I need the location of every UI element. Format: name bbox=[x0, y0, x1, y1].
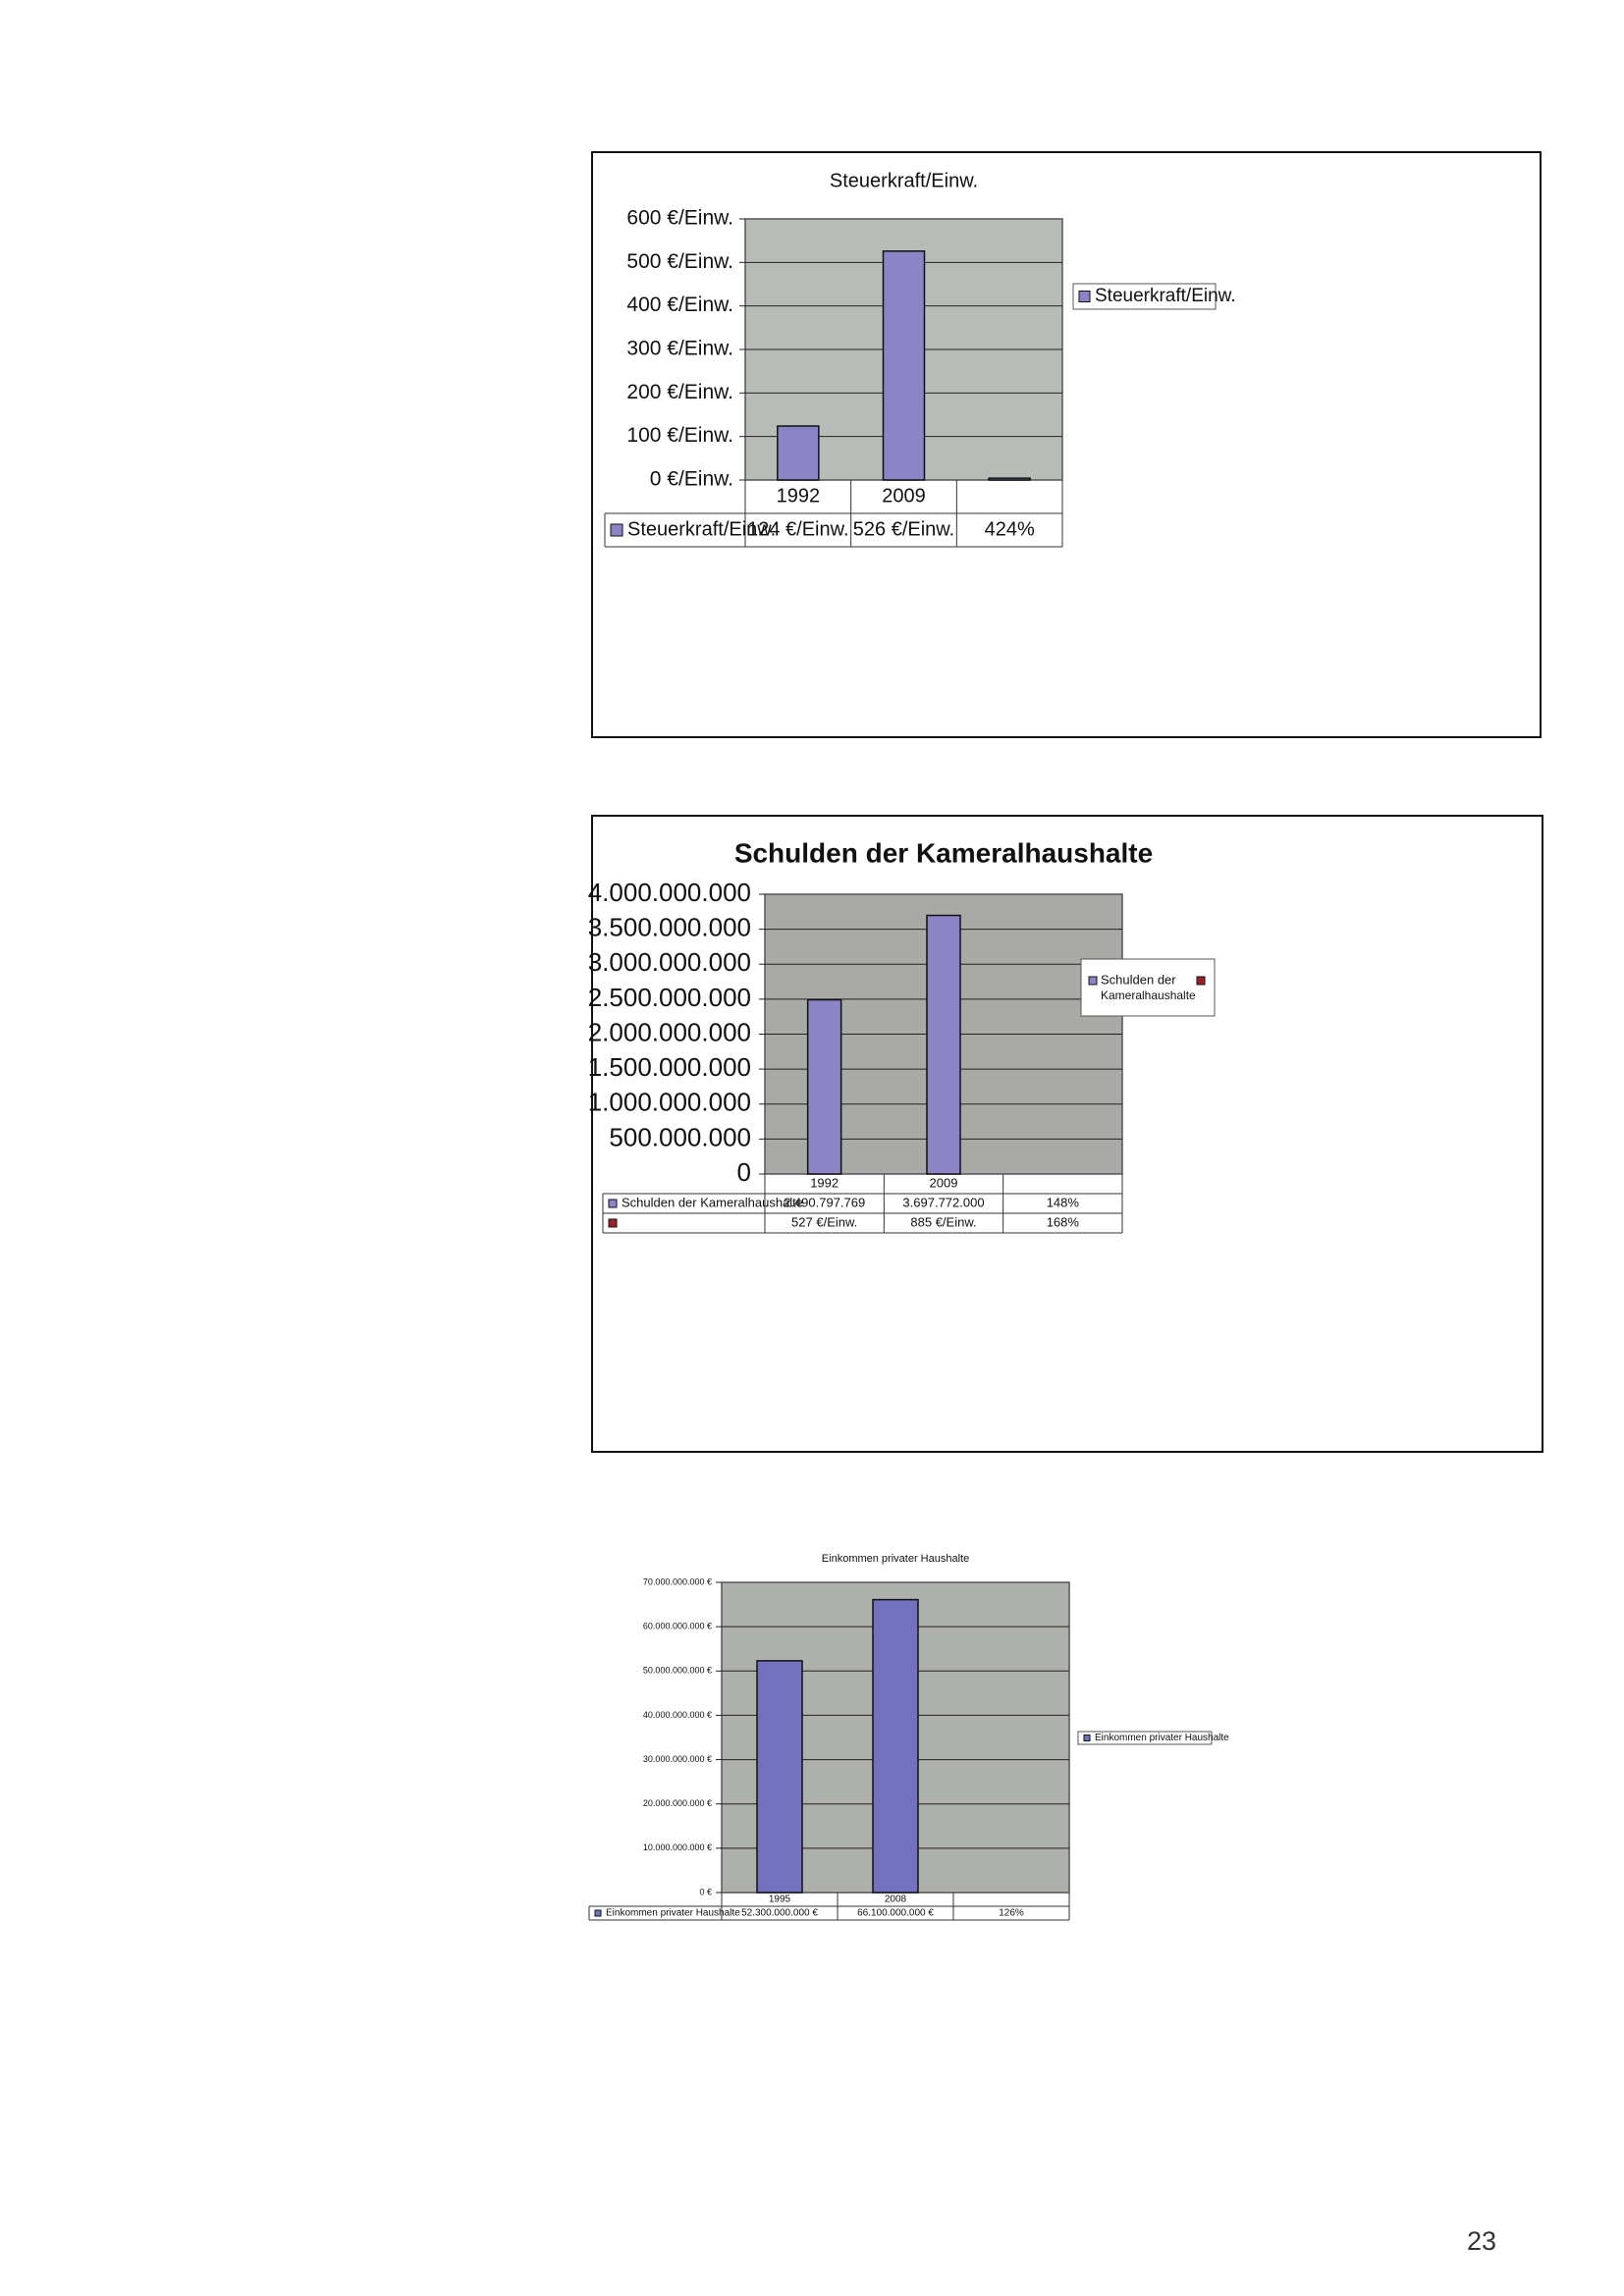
y-tick-label: 100 €/Einw. bbox=[626, 424, 733, 448]
legend-label: Steuerkraft/Einw. bbox=[1095, 286, 1236, 307]
x-category-label: 1995 bbox=[768, 1894, 791, 1905]
y-tick-label: 70.000.000.000 € bbox=[642, 1576, 712, 1587]
y-tick-label: 40.000.000.000 € bbox=[642, 1709, 712, 1720]
y-tick-label: 2.000.000.000 bbox=[587, 1017, 751, 1047]
y-tick-label: 500.000.000 bbox=[609, 1122, 751, 1152]
page-number: 23 bbox=[1466, 2226, 1496, 2256]
table-cell: 168% bbox=[1046, 1214, 1079, 1230]
legend-label: Kameralhaushalte bbox=[1101, 988, 1196, 1003]
table-row-marker bbox=[609, 1200, 617, 1207]
legend-marker bbox=[1089, 977, 1097, 985]
x-category-label: 1992 bbox=[776, 485, 821, 507]
legend-box bbox=[1081, 959, 1215, 1016]
chart-einkommen bbox=[587, 1547, 1540, 2126]
chart-einkommen-svg bbox=[587, 1547, 1540, 2126]
bar bbox=[873, 1600, 918, 1893]
table-cell: 527 €/Einw. bbox=[791, 1214, 858, 1230]
x-category-label: 2009 bbox=[929, 1175, 958, 1191]
chart-title: Steuerkraft/Einw. bbox=[829, 170, 979, 192]
table-row-marker bbox=[595, 1910, 601, 1916]
bar bbox=[808, 1000, 841, 1174]
table-cell: 126% bbox=[999, 1907, 1024, 1919]
y-tick-label: 200 €/Einw. bbox=[626, 380, 733, 403]
y-tick-label: 600 €/Einw. bbox=[626, 206, 733, 230]
y-tick-label: 400 €/Einw. bbox=[626, 294, 733, 317]
legend-marker bbox=[1084, 1735, 1090, 1741]
y-tick-label: 20.000.000.000 € bbox=[642, 1798, 712, 1809]
y-tick-label: 0 € bbox=[699, 1887, 712, 1897]
table-cell: 885 €/Einw. bbox=[910, 1214, 977, 1230]
table-row-label: Einkommen privater Haushalte bbox=[606, 1907, 740, 1919]
y-tick-label: 3.000.000.000 bbox=[587, 947, 751, 978]
y-tick-label: 0 bbox=[736, 1156, 751, 1187]
table-cell: 52.300.000.000 € bbox=[741, 1907, 818, 1919]
bar bbox=[757, 1661, 802, 1893]
x-category-label: 2009 bbox=[882, 485, 926, 507]
table-cell: 2.490.797.769 bbox=[784, 1195, 866, 1210]
y-tick-label: 3.500.000.000 bbox=[587, 912, 751, 942]
table-cell: 124 €/Einw. bbox=[747, 518, 849, 541]
bar bbox=[989, 478, 1030, 480]
y-tick-label: 4.000.000.000 bbox=[587, 877, 751, 907]
table-row-label: Schulden der Kameralhaushalte bbox=[622, 1195, 804, 1210]
y-tick-label: 10.000.000.000 € bbox=[642, 1842, 712, 1853]
y-tick-label: 1.000.000.000 bbox=[587, 1087, 751, 1117]
y-tick-label: 2.500.000.000 bbox=[587, 982, 751, 1012]
y-tick-label: 300 €/Einw. bbox=[626, 337, 733, 360]
x-category-label: 2008 bbox=[884, 1894, 907, 1905]
bar bbox=[884, 251, 925, 480]
legend-marker bbox=[1079, 292, 1090, 302]
chart-title: Schulden der Kameralhaushalte bbox=[733, 837, 1154, 869]
table-row-marker bbox=[611, 524, 623, 536]
y-tick-label: 50.000.000.000 € bbox=[642, 1665, 712, 1676]
bar bbox=[927, 916, 960, 1174]
y-tick-label: 60.000.000.000 € bbox=[642, 1621, 712, 1631]
y-tick-label: 1.500.000.000 bbox=[587, 1052, 751, 1082]
chart-steuerkraft-svg bbox=[593, 153, 1543, 740]
legend-label: Schulden der bbox=[1101, 972, 1176, 988]
chart-title: Einkommen privater Haushalte bbox=[821, 1552, 970, 1565]
table-cell: 3.697.772.000 bbox=[902, 1195, 985, 1210]
y-tick-label: 0 €/Einw. bbox=[649, 467, 733, 491]
table-row-marker bbox=[609, 1219, 617, 1227]
legend-label: Einkommen privater Haushalte bbox=[1095, 1733, 1229, 1744]
table-row-label: Steuerkraft/Einw. bbox=[627, 518, 777, 541]
legend-marker bbox=[1197, 977, 1205, 985]
table-cell: 66.100.000.000 € bbox=[857, 1907, 934, 1919]
table-cell: 526 €/Einw. bbox=[852, 518, 955, 541]
y-tick-label: 500 €/Einw. bbox=[626, 249, 733, 273]
y-tick-label: 30.000.000.000 € bbox=[642, 1753, 712, 1764]
x-category-label: 1992 bbox=[810, 1175, 839, 1191]
table-cell: 148% bbox=[1046, 1195, 1079, 1210]
chart-steuerkraft bbox=[591, 151, 1542, 738]
bar bbox=[778, 426, 819, 480]
table-cell: 424% bbox=[984, 518, 1035, 541]
chart-schulden bbox=[587, 815, 1543, 1453]
chart-schulden-svg bbox=[587, 817, 1545, 1455]
